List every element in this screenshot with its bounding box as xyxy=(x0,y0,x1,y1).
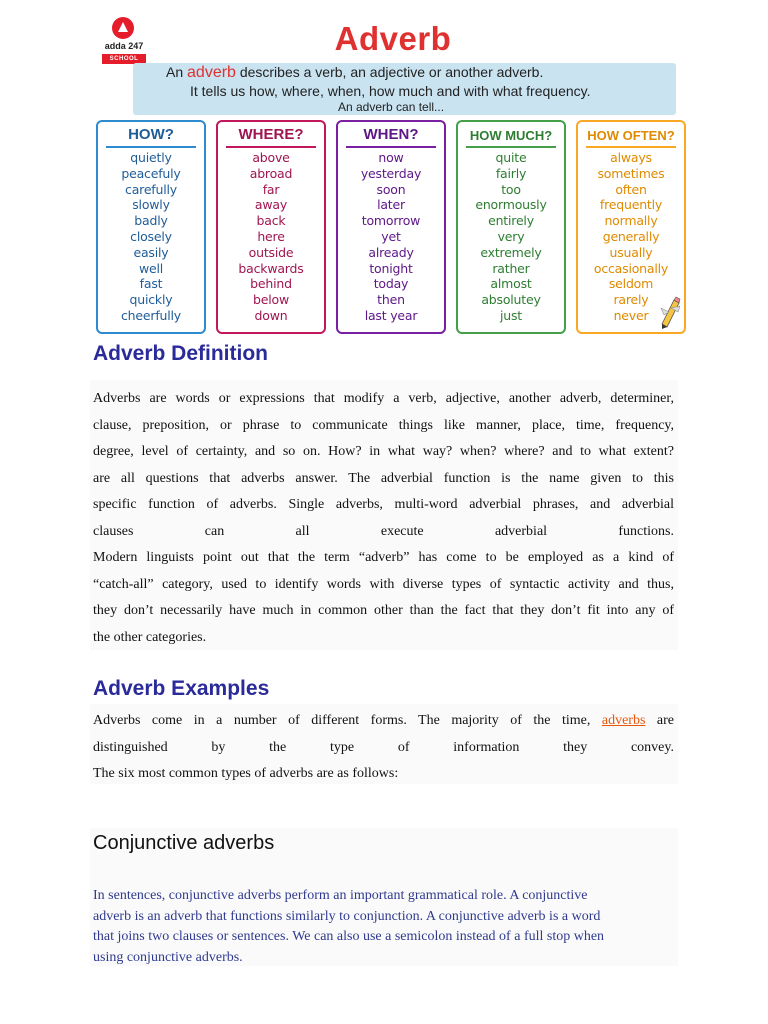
definition-paragraph xyxy=(93,386,674,651)
adverb-word: back xyxy=(256,213,286,229)
adverb-word: behind xyxy=(250,276,292,292)
adverb-word: usually xyxy=(609,244,653,260)
text-line: Adverbs are words or expressions that modify a verb, adjective, another adverb, determiner, xyxy=(93,391,674,406)
text-line: are all questions that adverbs answer. The adverbial function is the name given to this xyxy=(93,470,674,486)
adverb-word: normally xyxy=(604,213,658,229)
adverb-word: last year xyxy=(364,307,418,323)
adverb-word: carefully xyxy=(125,181,177,197)
definition-heading: Adverb Definition xyxy=(93,342,269,365)
text-line: clauses can all execute adverbial functions. xyxy=(93,523,674,539)
text-line: specific function of adverbs. Single adverbs, multi-word adverbial phrases, and adverbial xyxy=(93,497,674,512)
banner-highlight: adverb xyxy=(187,64,236,81)
examples-heading: Adverb Examples xyxy=(93,677,270,700)
pencil-icon xyxy=(658,294,682,330)
column-heading: WHEN? xyxy=(363,126,419,143)
column-heading: HOW? xyxy=(128,126,174,143)
adverb-word: quite xyxy=(495,150,527,165)
adverb-word: entirely xyxy=(488,213,534,229)
column-rule xyxy=(346,146,436,148)
column-where xyxy=(216,120,326,334)
text-line: that joins two clauses or sentences. We can also use a semicolon instead of a full stop when xyxy=(93,929,605,944)
column-when xyxy=(336,120,446,334)
text-line: the other categories. xyxy=(93,629,207,645)
conjunctive-paragraph xyxy=(93,886,674,968)
column-rule xyxy=(106,146,196,148)
adverb-infographic xyxy=(93,14,693,340)
adverb-word: yet xyxy=(381,228,401,244)
examples-paragraph xyxy=(93,708,674,788)
adverb-word: frequently xyxy=(599,197,663,213)
text-line: “catch-all” category, used to identify words with diverse types of syntactic activity and thus, xyxy=(93,576,674,592)
adverb-word: well xyxy=(138,260,164,276)
text-line: clause, preposition, or phrase to communicate things like manner, place, time, frequency, xyxy=(93,417,674,433)
banner-line-2: It tells us how, where, when, how much and with what frequency. xyxy=(190,83,591,99)
adverb-word: cheerfully xyxy=(121,307,181,323)
adverb-word: enormously xyxy=(475,197,547,213)
adverb-word: already xyxy=(368,244,414,260)
logo-brand: adda 247 xyxy=(104,41,144,51)
text-line: degree, level of certainty, and so on. How? in what way? when? where? and to what extent? xyxy=(93,444,674,459)
column-rule xyxy=(226,146,316,148)
text-line: Adverbs come in a number of different forms. The majority of the time, adverbs are xyxy=(93,713,675,728)
adverb-word: backwards xyxy=(238,260,304,276)
adverb-word: too xyxy=(501,181,521,197)
word-list xyxy=(338,150,444,324)
adverb-word: down xyxy=(254,307,288,323)
infographic-banner xyxy=(133,63,676,115)
adverb-word: easily xyxy=(133,244,169,260)
adverb-word: quickly xyxy=(129,292,173,308)
adverb-word: never xyxy=(613,307,649,323)
adverb-word: now xyxy=(378,150,404,165)
text-line: Modern linguists point out that the term “adverb” has come to be employed as a kind of xyxy=(93,550,674,565)
text-line: they don’t necessarily have much in common other than the fact that they don’t fit into any of xyxy=(93,603,674,618)
adverb-word: seldom xyxy=(608,276,654,292)
column-how-much xyxy=(456,120,566,334)
adverb-word: tomorrow xyxy=(361,213,421,229)
adverb-word: later xyxy=(377,197,405,213)
adverb-word: sometimes xyxy=(597,165,665,181)
adverb-word: rarely xyxy=(613,292,649,308)
text-line: distinguished by the type of information they convey. xyxy=(93,739,674,755)
word-list xyxy=(218,150,324,324)
adverb-word: away xyxy=(254,197,288,213)
text-line: using conjunctive adverbs. xyxy=(93,949,243,965)
adverb-word: above xyxy=(252,150,290,165)
banner-line-1: An adverb describes a verb, an adjective or another adverb. xyxy=(166,64,544,81)
column-how-often xyxy=(576,120,686,334)
adverb-word: today xyxy=(373,276,409,292)
word-list xyxy=(98,150,204,324)
word-list xyxy=(458,150,564,324)
adverb-word: extremely xyxy=(480,244,542,260)
text-line: The six most common types of adverbs are as follows: xyxy=(93,766,399,781)
column-rule xyxy=(586,146,676,148)
column-heading: WHERE? xyxy=(238,126,304,143)
adverb-word: very xyxy=(497,228,525,244)
column-rule xyxy=(466,146,556,148)
adverb-word: rather xyxy=(492,260,530,276)
column-how xyxy=(96,120,206,334)
adverb-word: absolutey xyxy=(481,292,541,308)
adverb-word: fast xyxy=(139,276,163,292)
adverb-word: slowly xyxy=(132,197,170,213)
text-line: adverb is an adverb that functions similarly to conjunction. A conjunctive adverb is a word xyxy=(93,908,601,924)
adverb-word: far xyxy=(262,181,280,197)
adverb-word: quietly xyxy=(130,150,172,165)
adverb-word: then xyxy=(377,292,405,308)
adverb-word: tonight xyxy=(369,260,413,276)
adverb-word: below xyxy=(253,292,289,308)
adverb-word: badly xyxy=(134,213,168,229)
adverb-word: always xyxy=(610,150,652,165)
text-line: In sentences, conjunctive adverbs perform an important grammatical role. A conjunctive xyxy=(93,888,588,903)
adverb-word: peacefuly xyxy=(121,165,181,181)
adverbs-link[interactable]: adverbs xyxy=(601,713,646,728)
adverb-word: here xyxy=(257,228,285,244)
adverb-word: outside xyxy=(248,244,294,260)
adverb-word: closely xyxy=(130,228,172,244)
infographic-title: Adverb xyxy=(334,20,452,57)
adverb-word: often xyxy=(615,181,647,197)
adverb-word: soon xyxy=(376,181,406,197)
logo-sub: SCHOOL xyxy=(102,54,146,64)
adverb-word: yesterday xyxy=(360,165,422,181)
column-heading: HOW MUCH? xyxy=(469,128,553,143)
conjunctive-heading: Conjunctive adverbs xyxy=(93,832,275,854)
banner-line-3: An adverb can tell... xyxy=(338,100,445,114)
adverb-word: fairly xyxy=(495,165,527,181)
column-heading: HOW OFTEN? xyxy=(587,128,675,143)
adverb-word: abroad xyxy=(249,165,293,181)
adverb-word: almost xyxy=(490,276,532,292)
adverb-word: just xyxy=(499,307,522,323)
adverb-word: occasionally xyxy=(593,260,669,276)
adverb-word: generally xyxy=(602,228,660,244)
